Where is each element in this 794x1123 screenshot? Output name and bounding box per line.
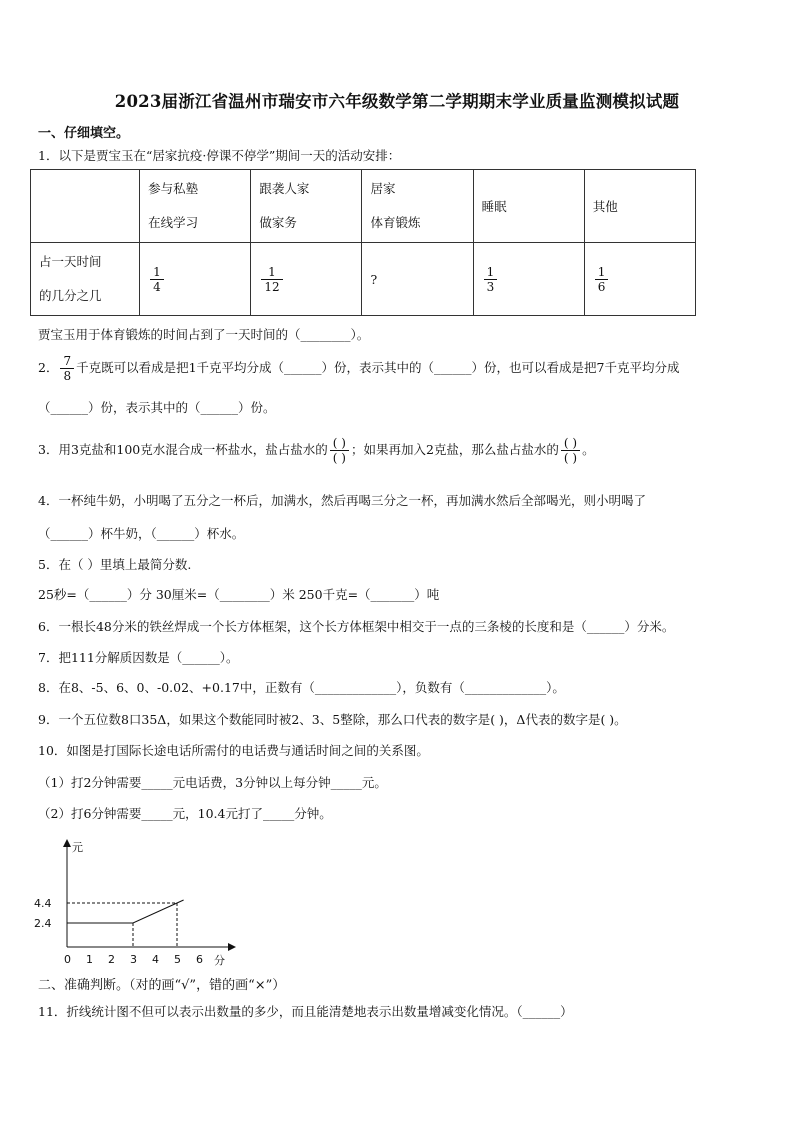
table-header-cell: 居家 体育锻炼 xyxy=(362,170,473,243)
table-header-cell: 其他 xyxy=(584,170,695,243)
question-6-text: 6．一根长48分米的铁丝焊成一个长方体框架，这个长方体框架中相交于一点的三条棱的长度和是（______）分米。 xyxy=(38,619,675,634)
question-10-sub-1: （1）打2分钟需要_____元电话费，3分钟以上每分钟_____元。 xyxy=(38,775,387,790)
table-header-cell: 参与私塾 在线学习 xyxy=(140,170,251,243)
answer-fraction-blank[interactable]: $\frac{( )}{( )}$ xyxy=(561,436,580,465)
x-tick-label: 2 xyxy=(108,953,115,966)
dashed-guides xyxy=(67,903,177,947)
question-1-answer-line: 贾宝玉用于体育锻炼的时间占到了一天时间的（________）。 xyxy=(38,327,370,342)
question-1-text: 1．以下是贾宝玉在“居家抗疫·停课不停学”期间一天的活动安排： xyxy=(38,148,401,163)
x-tick-label: 3 xyxy=(130,953,137,966)
x-axis-label: 分 xyxy=(214,954,225,967)
question-9-text: 9．一个五位数8口35Δ，如果这个数能同时被2、3、5整除，那么口代表的数字是( )，Δ代表的数字是( )。 xyxy=(38,712,627,727)
y-tick-labels xyxy=(34,897,52,930)
section-1-heading: 一、仔细填空。 xyxy=(38,126,130,141)
question-10-text: 10．如图是打国际长途电话所需付的电话费与通话时间之间的关系图。 xyxy=(38,743,429,758)
answer-fraction-blank[interactable]: $\frac{( )}{( )}$ xyxy=(330,436,349,465)
x-tick-label: 6 xyxy=(196,953,203,966)
question-7-text: 7．把111分解质因数是（______）。 xyxy=(38,650,239,665)
y-tick-label: 2.4 xyxy=(34,917,52,930)
x-tick-label: 5 xyxy=(174,953,181,966)
question-5-line-1: 5．在（ ）里填上最简分数. xyxy=(38,557,192,572)
table-cell-fraction: $\frac{1}{12}$ xyxy=(251,243,362,316)
table-corner-cell xyxy=(31,170,140,243)
page-title: 2023届浙江省温州市瑞安市六年级数学第二学期期末学业质量监测模拟试题 xyxy=(114,92,680,111)
y-axis-label: 元 xyxy=(72,841,83,854)
phone-cost-chart xyxy=(30,835,250,970)
y-tick-label: 4.4 xyxy=(34,897,52,910)
question-10-sub-2: （2）打6分钟需要_____元，10.4元打了_____分钟。 xyxy=(38,806,332,821)
x-tick-labels xyxy=(64,953,203,966)
activity-table xyxy=(30,169,696,316)
question-2-line-2: （______）份，表示其中的（______）份。 xyxy=(38,400,276,415)
question-3-text: 3．用3克盐和100克水混合成一杯盐水，盐占盐水的 $\frac{( )}{( )}$ ；如果再加入2克盐，那么盐占盐水的 $\frac{( )}{( )}$ 。 xyxy=(38,436,595,465)
table-cell-fraction: $\frac{1}{3}$ xyxy=(473,243,584,316)
x-tick-label: 4 xyxy=(152,953,159,966)
table-header-cell: 睡眠 xyxy=(473,170,584,243)
table-cell-fraction: $\frac{1}{6}$ xyxy=(584,243,695,316)
section-2-heading: 二、准确判断。（对的画“√”，错的画“×”） xyxy=(38,978,286,993)
x-tick-label: 0 xyxy=(64,953,71,966)
x-tick-label: 1 xyxy=(86,953,93,966)
question-2-fraction: $\frac{7}{8}$ xyxy=(60,354,74,383)
table-header-cell: 跟袭人家 做家务 xyxy=(251,170,362,243)
question-2-line-1: 2． $\frac{7}{8}$ 千克既可以看成是把1千克平均分成（______）份，表示其中的（______）份，也可以看成是把7千克平均分成 xyxy=(38,354,680,383)
question-8-text: 8．在8、-5、6、0、-0.02、+0.17中，正数有（_____________），负数有（_____________）。 xyxy=(38,680,565,695)
table-row xyxy=(31,243,696,316)
question-4-line-2: （______）杯牛奶，（______）杯水。 xyxy=(38,526,245,541)
question-11-text: 11．折线统计图不但可以表示出数量的多少，而且能清楚地表示出数量增减变化情况。（______） xyxy=(38,1004,573,1019)
table-row-label: 占一天时间 的几分之几 xyxy=(31,243,140,316)
question-4-line-1: 4．一杯纯牛奶，小明喝了五分之一杯后，加满水，然后再喝三分之一杯，再加满水然后全部喝光，则小明喝了 xyxy=(38,493,646,508)
table-cell-fraction: $\frac{1}{4}$ xyxy=(140,243,251,316)
table-cell-unknown: ? xyxy=(362,243,473,316)
table-header-row xyxy=(31,170,696,243)
question-5-line-2: 25秒=（______）分 30厘米=（________）米 250千克=（_______）吨 xyxy=(38,587,440,602)
